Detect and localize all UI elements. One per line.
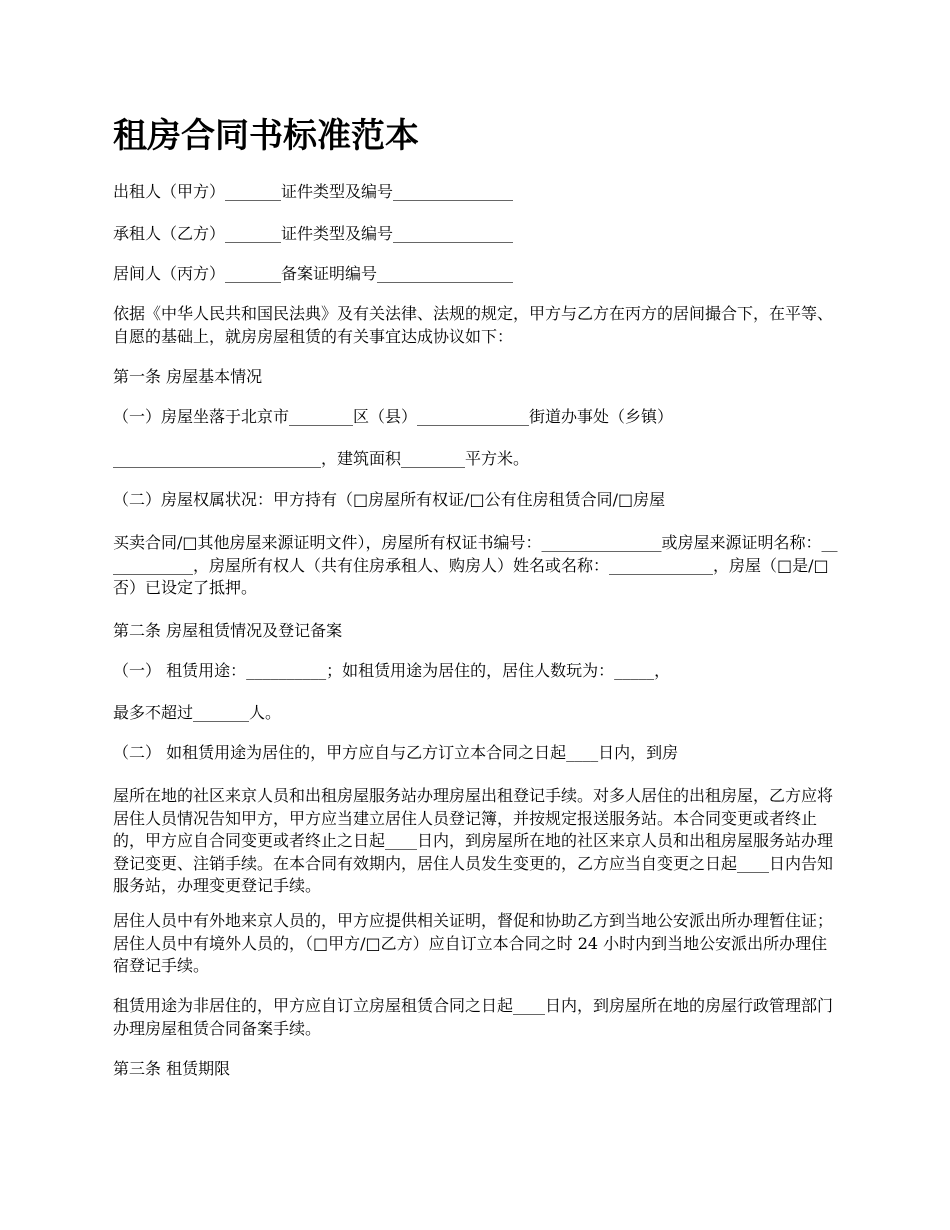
article-2-heading: 第二条 房屋租赁情况及登记备案 [113, 621, 343, 640]
document-title: 租房合同书标准范本 [113, 116, 419, 156]
article-2-item-2: （二） 如租赁用途为居住的，甲方应自与乙方订立本合同之日起____日内，到房 [113, 743, 679, 762]
foreign-residents-paragraph: 居住人员中有外地来京人员的，甲方应提供相关证明，督促和协助乙方到当地公安派出所办理暂住证；居住人员中有境外人员的，（□甲方/□乙方）应自订立本合同之时 24 小时内到当地公安派出所办理住宿登记手续。 [113, 911, 834, 975]
party-b-line: 承租人（乙方）_______证件类型及编号_______________ [113, 224, 514, 243]
article-2-item-1: （一） 租赁用途：__________；如租赁用途为居住的，居住人数玩为：_____， [113, 661, 671, 680]
article-2-item-1-cont: 最多不超过_______人。 [113, 703, 282, 722]
article-1-item-2-cont: 买卖合同/□其他房屋来源证明文件），房屋所有权证书编号：_______________或房屋来源证明名称：____________，房屋所有权人（共有住房承租人、购房人）姓名或名称：_____________，房屋（□是/□否）已设定了抵押。 [113, 533, 838, 597]
article-1-item-1: （一）房屋坐落于北京市________区（县）______________街道办事处（乡镇） [113, 407, 674, 426]
article-1-heading: 第一条 房屋基本情况 [113, 367, 263, 386]
article-1-item-1-cont: __________________________，建筑面积________平方米。 [113, 449, 530, 468]
party-a-line: 出租人（甲方）_______证件类型及编号_______________ [113, 182, 514, 201]
party-c-line: 居间人（丙方）_______备案证明编号_________________ [113, 264, 514, 283]
article-3-heading: 第三条 租赁期限 [113, 1059, 231, 1078]
article-2-item-2-cont: 屋所在地的社区来京人员和出租房屋服务站办理房屋出租登记手续。对多人居住的出租房屋，乙方应将居住人员情况告知甲方，甲方应当建立居住人员登记簿，并按规定报送服务站。本合同变更或者终止的，甲方应自合同变更或者终止之日起____日内，到房屋所在地的社区来京人员和出租房屋服务站办理登记变更、注销手续。在本合同有效期内，居住人员发生变更的，乙方应当自变更之日起____日内告知服务站，办理变更登记手续。 [113, 786, 834, 895]
non-residential-paragraph: 租赁用途为非居住的，甲方应自订立房屋租赁合同之日起____日内，到房屋所在地的房屋行政管理部门办理房屋租赁合同备案手续。 [113, 996, 834, 1038]
article-1-item-2: （二）房屋权属状况：甲方持有（□房屋所有权证/□公有住房租赁合同/□房屋 [113, 490, 666, 509]
preamble-paragraph: 依据《中华人民共和国民法典》及有关法律、法规的规定，甲方与乙方在丙方的居间撮合下，在平等、自愿的基础上，就房房屋租赁的有关事宜达成协议如下： [113, 304, 834, 346]
